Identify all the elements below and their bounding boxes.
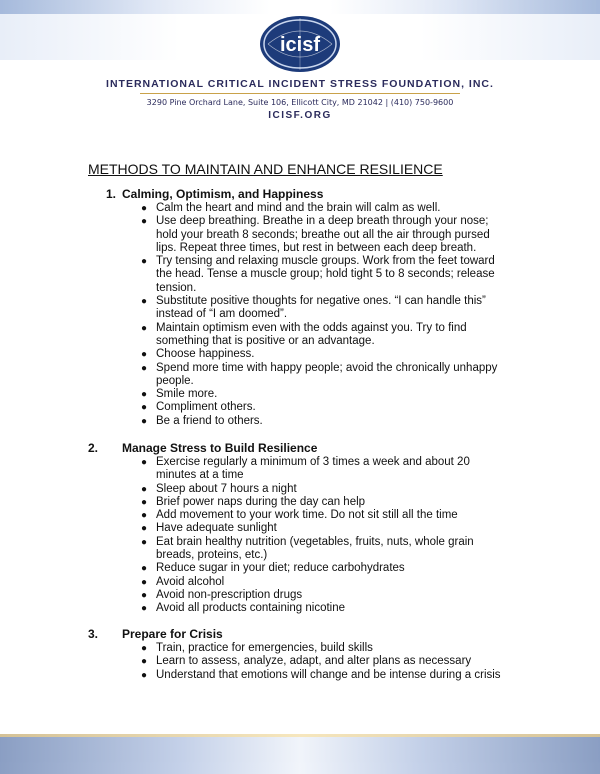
list-item: ● Brief power naps during the day can help <box>141 495 366 508</box>
list-item: ● Smile more. <box>141 388 218 401</box>
footer-decorative-band <box>0 734 600 774</box>
section-prepare-for-crisis <box>0 627 600 682</box>
list-item: ● Calm the heart and mind and the brain will calm as well. <box>141 202 441 214</box>
section-title: Manage Stress to Build Resilience <box>122 441 318 455</box>
section-manage-stress <box>0 441 600 616</box>
list-item: ● Compliment others. <box>141 401 256 414</box>
document-title: METHODS TO MAINTAIN AND ENHANCE RESILIENCE <box>88 161 443 177</box>
list-item: ● Substitute positive thoughts for negative ones. “I can handle this” instead of “I am doomed”. <box>141 295 486 321</box>
list-item: ● Spend more time with happy people; avoid the chronically unhappy people. <box>141 361 498 387</box>
section-title: Calming, Optimism, and Happiness <box>122 187 324 201</box>
section-number: 3. <box>88 627 99 641</box>
list-item: ● Exercise regularly a minimum of 3 times a week and about 20 minutes at a time <box>141 456 470 482</box>
logo-text: icisf <box>279 34 321 56</box>
list-item: ● Avoid alcohol <box>141 575 225 588</box>
section-number: 1. <box>106 187 117 201</box>
list-item: ● Have adequate sunlight <box>141 522 277 535</box>
section-title: Prepare for Crisis <box>122 627 223 641</box>
list-item: ● Try tensing and relaxing muscle groups. Work from the feet toward the head. Tense a muscle group; hold tight 5 to 8 seconds; release tension. <box>141 255 495 294</box>
list-item: ● Avoid non-prescription drugs <box>141 588 303 601</box>
header-divider <box>140 93 460 94</box>
list-item: ● Reduce sugar in your diet; reduce carbohydrates <box>141 562 405 575</box>
organization-website: ICISF.ORG <box>268 110 332 121</box>
organization-address: 3290 Pine Orchard Lane, Suite 106, Ellicott City, MD 21042 | (410) 750-9600 <box>146 98 454 107</box>
list-item: ● Use deep breathing. Breathe in a deep breath through your nose; hold your breath 8 seconds; breathe out all the air through pursed lips. Repeat three times, but rest in between each deep breath. <box>141 215 490 254</box>
list-item: ● Avoid all products containing nicotine <box>141 602 346 615</box>
list-item: ● Learn to assess, analyze, adapt, and alter plans as necessary <box>141 655 472 668</box>
list-item: ● Choose happiness. <box>141 348 255 361</box>
organization-name: INTERNATIONAL CRITICAL INCIDENT STRESS FOUNDATION, INC. <box>106 78 494 90</box>
list-item: ● Eat brain healthy nutrition (vegetables, fruits, nuts, whole grain breads, proteins, etc.) <box>141 535 474 562</box>
icisf-logo <box>258 14 342 74</box>
list-item: ● Be a friend to others. <box>141 414 263 427</box>
section-number: 2. <box>88 441 99 455</box>
section-calming-optimism-happiness <box>0 187 600 428</box>
list-item: ● Sleep about 7 hours a night <box>141 482 297 495</box>
list-item: ● Add movement to your work time. Do not sit still all the time <box>141 509 458 522</box>
list-item: ● Understand that emotions will change and be intense during a crisis <box>141 668 501 681</box>
list-item: ● Maintain optimism even with the odds against you. Try to find something that is positive or an advantage. <box>141 321 467 347</box>
list-item: ● Train, practice for emergencies, build skills <box>141 642 373 654</box>
